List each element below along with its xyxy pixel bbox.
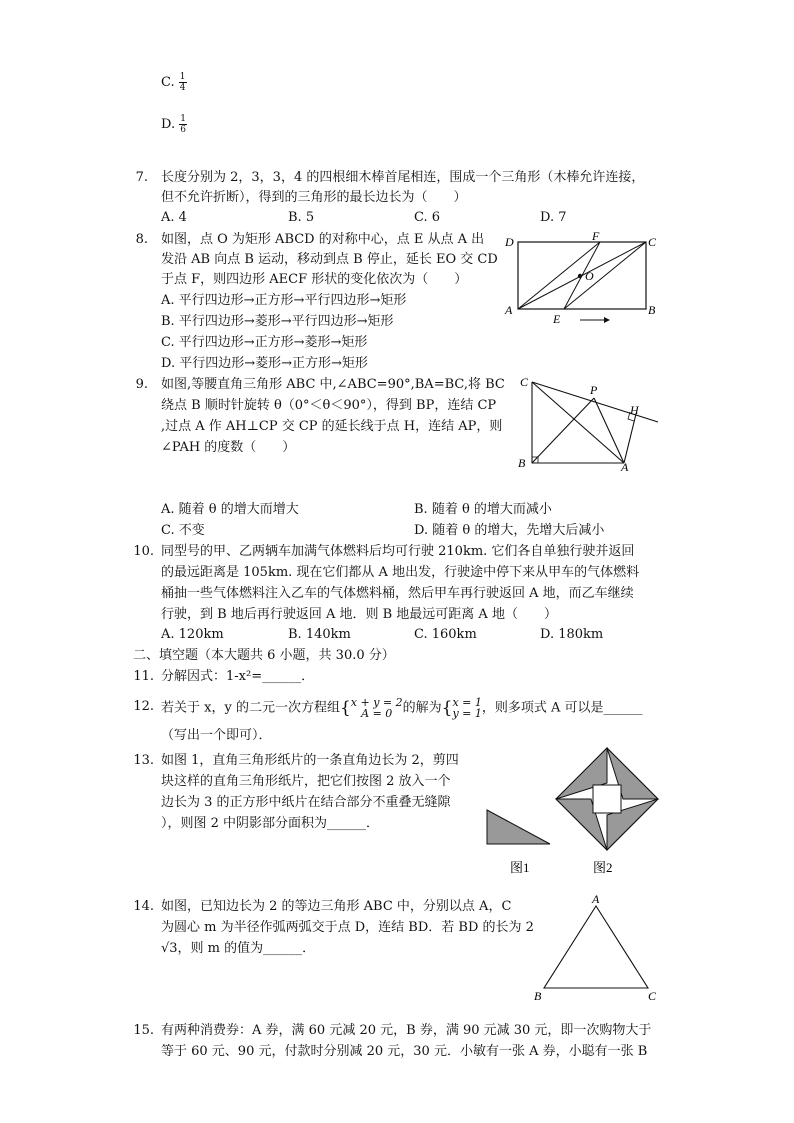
center-point-o — [578, 274, 582, 278]
brace-left: { — [441, 698, 453, 718]
equilateral-triangle-figure — [530, 890, 665, 1005]
option-c: C. 平行四边形→正方形→菱形→矩形 — [161, 335, 368, 350]
fraction — [179, 72, 187, 93]
question-text: 于点 F，则四边形 AECF 形状的变化依次为（ ） — [161, 272, 468, 287]
question-number: 12. — [133, 699, 154, 714]
label-b: B — [648, 303, 656, 317]
brace-left: { — [339, 698, 351, 718]
question-text: 分解因式：1-x²=______． — [161, 669, 315, 684]
segment-ca — [532, 382, 624, 463]
question-number: 15. — [133, 1023, 154, 1038]
question-text: 绕点 B 顺时针旋转 θ（0°＜θ＜90°），得到 BP，连结 CP — [161, 398, 497, 413]
label-a: A — [505, 303, 513, 317]
fraction-numerator: 1 — [180, 114, 186, 124]
segment-pa — [594, 398, 624, 463]
option-d: D. 平行四边形→菱形→正方形→矩形 — [161, 356, 368, 371]
question-text: 如图，点 O 为矩形 ABCD 的对称中心，点 E 从点 A 出 — [161, 232, 485, 247]
option-d-fraction — [161, 114, 187, 135]
rectangle-figure — [500, 232, 670, 324]
section-heading: 二、填空题（本大题共 6 小题，共 30.0 分） — [133, 648, 395, 663]
figure-2-caption: 图2 — [593, 860, 613, 875]
segment-ah — [624, 414, 636, 463]
question-text: ,过点 A 作 AH⊥CP 交 CP 的延长线于点 H，连结 AP，则 — [161, 419, 503, 434]
fraction-denominator: 6 — [180, 125, 186, 135]
equation: x = 1 — [452, 696, 482, 709]
question-text: 边长为 3 的正方形中纸片在结合部分不重叠无缝隙 — [161, 795, 451, 810]
fraction-numerator: 1 — [179, 72, 186, 82]
question-text: 如图，已知边长为 2 的等边三角形 ABC 中，分别以点 A，C — [161, 899, 512, 914]
question-text: ∠PAH 的度数（ ） — [161, 440, 296, 455]
option-c: C. 不变 — [161, 523, 205, 538]
fraction-denominator: 4 — [179, 83, 186, 93]
question-text: 但不允许折断），得到的三角形的最长边长为（ ） — [161, 190, 467, 205]
question-text: 有两种消费券：A 券，满 60 元减 20 元，B 券，满 90 元减 30 元，即一次购物大于 — [161, 1023, 652, 1038]
right-triangle-shaded — [487, 810, 550, 844]
label-c: C — [648, 989, 657, 1003]
figure-1-caption: 图1 — [510, 860, 530, 875]
equation: y = 1 — [452, 707, 482, 720]
question-text-suffix: ，则多项式 A 可以是______ — [481, 700, 643, 716]
question-number: 11. — [133, 669, 154, 684]
segment-bp — [532, 398, 594, 463]
question-number: 8. — [135, 232, 148, 247]
question-text: 块这样的直角三角形纸片，把它们按图 2 放入一个 — [161, 774, 451, 789]
triangle-abc — [544, 906, 648, 988]
fraction — [179, 114, 187, 135]
label-p: P — [590, 383, 598, 397]
label-f: F — [592, 232, 600, 243]
option-c: C. 160km — [414, 627, 477, 642]
option-d: D. 7 — [540, 210, 567, 225]
question-text-middle: 的解为 — [402, 700, 442, 716]
segment-ec — [564, 242, 646, 309]
question-number: 7. — [135, 170, 148, 185]
question-text: ），则图 2 中阴影部分面积为______． — [161, 816, 380, 831]
option-d: D. 随着 θ 的增大，先增大后减小 — [414, 523, 605, 538]
question-text: 长度分别为 2，3，3，4 的四根细木棒首尾相连，围成一个三角形（木棒允许连接， — [161, 170, 645, 185]
option-d: D. 180km — [540, 627, 604, 642]
equation-system-2 — [452, 697, 481, 719]
label-e: E — [553, 312, 561, 324]
option-b: B. 随着 θ 的增大而减小 — [414, 502, 552, 517]
question-text: 的最远距离是 105km. 现在它们都从 A 地出发，行驶途中停下来从甲车的气体燃料 — [161, 565, 640, 580]
label-o: O — [585, 269, 594, 283]
question-text: √3，则 m 的值为______． — [161, 941, 316, 956]
option-a: A. 平行四边形→正方形→平行四边形→矩形 — [161, 293, 407, 308]
option-b: B. 5 — [288, 210, 315, 225]
label-d: D — [505, 235, 514, 249]
label-h: H — [630, 403, 639, 417]
option-b: B. 140km — [288, 627, 351, 642]
option-a: A. 120km — [161, 627, 224, 642]
label-b: B — [534, 989, 542, 1003]
question-number: 14. — [133, 899, 154, 914]
option-b: B. 平行四边形→菱形→平行四边形→矩形 — [161, 314, 394, 329]
center-hole — [593, 785, 621, 813]
question-text: 如图,等腰直角三角形 ABC 中,∠ABC=90°,BA=BC,将 BC — [161, 377, 505, 392]
option-c: C. 6 — [414, 210, 441, 225]
question-text: 行驶，到 B 地后再行驶返回 A 地．则 B 地最远可距离 A 地（ ） — [161, 607, 557, 622]
question-number: 10. — [133, 544, 154, 559]
question-text: 等于 60 元、90 元，付款时分别减 20 元，30 元．小敏有一张 A 券，小聪有一张 B — [161, 1044, 648, 1059]
option-c-fraction — [161, 72, 187, 93]
option-label: C. — [161, 75, 175, 90]
question-text: 如图 1，直角三角形纸片的一条直角边长为 2，剪四 — [161, 753, 459, 768]
equation-system-1 — [351, 697, 403, 719]
question-text: （写出一个即可）． — [161, 728, 272, 743]
option-label: D. — [161, 117, 176, 132]
equation: A = 0 — [361, 707, 393, 720]
question-text: 桶抽一些气体燃料注入乙车的气体燃料桶，然后甲车再行驶返回 A 地，而乙车继续 — [161, 586, 634, 601]
question-text-prefix: 若关于 x，y 的二元一次方程组 — [161, 700, 340, 716]
question-text: 发沿 AB 向点 B 运动，移动到点 B 停止，延长 EO 交 CD — [161, 252, 498, 267]
label-a: A — [592, 892, 600, 906]
label-a: A — [621, 460, 629, 474]
option-a: A. 随着 θ 的增大而增大 — [161, 502, 299, 517]
triangle-rotation-figure — [512, 372, 672, 477]
figure-1-triangle — [480, 776, 560, 876]
label-c: C — [520, 375, 529, 389]
question-text: 为圆心 m 为半径作弧两弧交于点 D，连结 BD．若 BD 的长为 2 — [161, 920, 534, 935]
question-text-system — [161, 697, 643, 719]
arrow-head — [604, 317, 610, 323]
equation: x + y = 2 — [350, 696, 403, 709]
question-number: 9. — [135, 377, 148, 392]
label-b: B — [518, 456, 526, 470]
label-c: C — [648, 235, 657, 249]
question-number: 13. — [133, 753, 154, 768]
question-text: 同型号的甲、乙两辆车加满气体燃料后均可行驶 210km. 它们各自单独行驶并返回 — [161, 544, 635, 559]
option-a: A. 4 — [161, 210, 187, 225]
figure-2-square — [555, 742, 665, 878]
